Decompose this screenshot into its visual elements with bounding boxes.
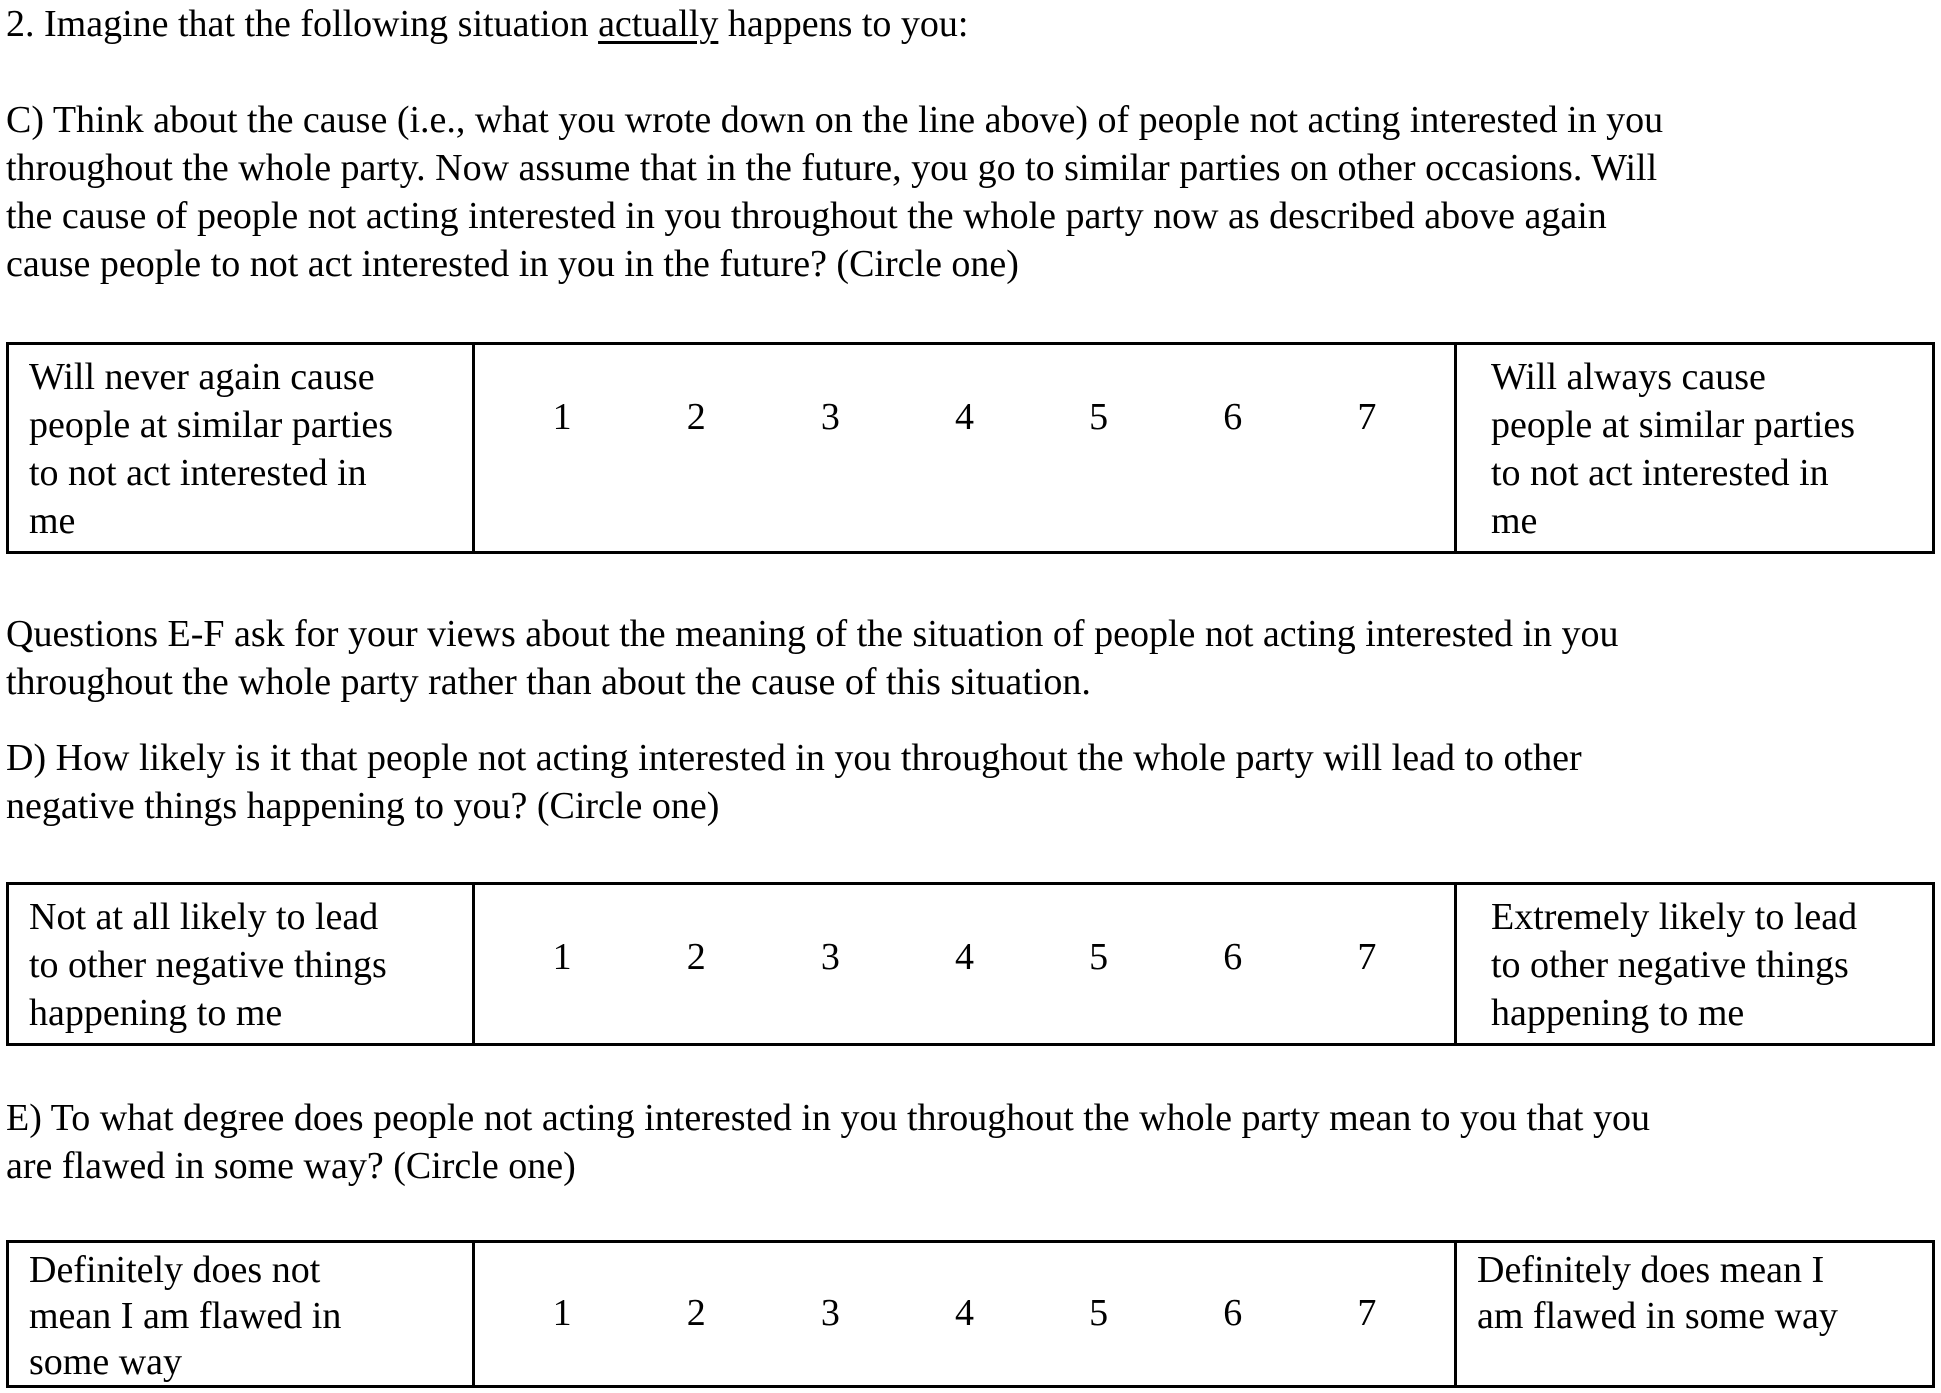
scale-d-value-1: 1 <box>552 936 572 978</box>
intro-underlined-word: actually <box>598 3 719 45</box>
scale-c-value-2: 2 <box>686 396 706 438</box>
question-e-line: are flawed in some way? (Circle one) <box>6 1145 576 1187</box>
scale-d-value-3: 3 <box>820 936 840 978</box>
anchor-line: some way <box>29 1341 183 1383</box>
table-row <box>8 884 1934 1045</box>
scale-d-value-5: 5 <box>1089 936 1109 978</box>
anchor-line: to not act interested in <box>1491 452 1829 494</box>
anchor-line: Extremely likely to lead <box>1491 896 1858 938</box>
question-e-line: E) To what degree does people not acting interested in you throughout the whole party mean to you that you <box>6 1097 1650 1139</box>
scale-c-right-anchor <box>1456 344 1934 553</box>
anchor-line: to other negative things <box>1491 944 1849 986</box>
anchor-line: Definitely does mean I <box>1477 1249 1825 1291</box>
scale-e-value-6: 6 <box>1223 1292 1243 1334</box>
scale-c-value-6: 6 <box>1223 396 1243 438</box>
table-row <box>8 1242 1934 1387</box>
scale-d-value-6: 6 <box>1223 936 1243 978</box>
anchor-line: me <box>29 500 76 542</box>
scale-e-value-1: 1 <box>552 1292 572 1334</box>
intro-line <box>6 0 1935 48</box>
scale-d-value-7: 7 <box>1357 936 1377 978</box>
question-d-line: negative things happening to you? (Circle one) <box>6 785 720 827</box>
scale-d-left-anchor <box>8 884 474 1045</box>
scale-e-value-3: 3 <box>820 1292 840 1334</box>
scale-c-value-4: 4 <box>954 396 974 438</box>
anchor-line: happening to me <box>1491 992 1745 1034</box>
rating-scale-table-c <box>6 342 1935 554</box>
anchor-line: people at similar parties <box>29 404 394 446</box>
scale-d-value-2: 2 <box>686 936 706 978</box>
scale-d-numbers-cell <box>474 884 1456 1045</box>
anchor-line: Will never again cause <box>29 356 375 398</box>
intro-post: happens to you: <box>718 3 969 45</box>
question-c-line: cause people to not act interested in you in the future? (Circle one) <box>6 243 1019 285</box>
question-d-line: D) How likely is it that people not acting interested in you throughout the whole party will lead to other <box>6 737 1582 779</box>
scale-e-value-7: 7 <box>1357 1292 1377 1334</box>
question-c-prompt <box>6 96 1935 288</box>
scale-d-right-anchor <box>1456 884 1934 1045</box>
note-ef <box>6 610 1935 706</box>
scale-d-value-4: 4 <box>954 936 974 978</box>
anchor-line: am flawed in some way <box>1477 1295 1838 1337</box>
intro-pre: 2. Imagine that the following situation <box>6 3 599 45</box>
scale-c-value-5: 5 <box>1089 396 1109 438</box>
anchor-line: Will always cause <box>1491 356 1766 398</box>
anchor-line: Not at all likely to lead <box>29 896 379 938</box>
scale-d-number-strip <box>475 933 1454 981</box>
note-ef-line: throughout the whole party rather than about the cause of this situation. <box>6 661 1091 703</box>
rating-scale-table-e <box>6 1240 1935 1388</box>
scale-c-value-3: 3 <box>820 396 840 438</box>
scale-e-number-strip <box>475 1289 1454 1337</box>
scale-c-numbers-cell <box>474 344 1456 553</box>
anchor-line: Definitely does not <box>29 1249 321 1291</box>
question-c-line: throughout the whole party. Now assume that in the future, you go to similar parties on other occasions. Will <box>6 147 1658 189</box>
anchor-line: mean I am flawed in <box>29 1295 342 1337</box>
question-c-line: C) Think about the cause (i.e., what you wrote down on the line above) of people not acting interested in you <box>6 99 1664 141</box>
note-ef-line: Questions E-F ask for your views about the meaning of the situation of people not acting interested in you <box>6 613 1619 655</box>
anchor-line: people at similar parties <box>1491 404 1856 446</box>
question-d-prompt <box>6 734 1935 830</box>
anchor-line: happening to me <box>29 992 283 1034</box>
scale-e-value-5: 5 <box>1089 1292 1109 1334</box>
intro-text <box>6 0 1935 48</box>
question-e-prompt <box>6 1094 1935 1190</box>
rating-scale-table-d <box>6 882 1935 1046</box>
anchor-line: to other negative things <box>29 944 387 986</box>
scale-c-left-anchor <box>8 344 474 553</box>
scale-e-value-4: 4 <box>954 1292 974 1334</box>
scale-e-left-anchor <box>8 1242 474 1387</box>
scale-e-value-2: 2 <box>686 1292 706 1334</box>
anchor-line: to not act interested in <box>29 452 367 494</box>
question-c-line: the cause of people not acting interested in you throughout the whole party now as described above again <box>6 195 1607 237</box>
scale-c-value-7: 7 <box>1357 396 1377 438</box>
scale-c-number-strip <box>475 393 1454 441</box>
anchor-line: me <box>1491 500 1538 542</box>
scale-e-right-anchor <box>1456 1242 1934 1387</box>
scale-e-numbers-cell <box>474 1242 1456 1387</box>
scale-c-value-1: 1 <box>552 396 572 438</box>
table-row <box>8 344 1934 553</box>
